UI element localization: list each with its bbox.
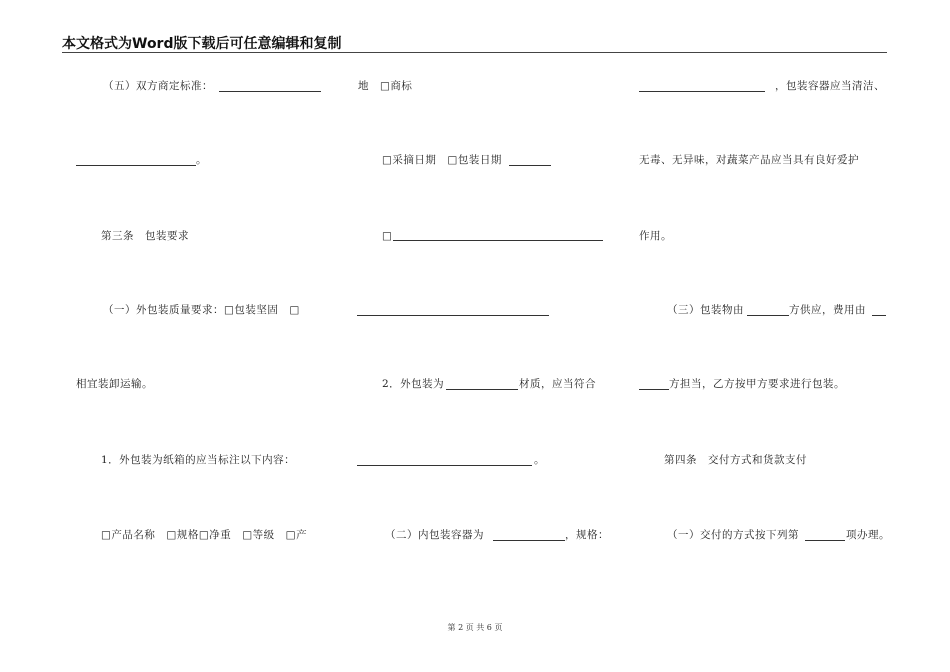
blank-line (509, 165, 551, 166)
col3-line5: 方担当，乙方按甲方要求进行包装。 (669, 378, 845, 390)
blank-line (219, 91, 321, 92)
col2-line1: 地 □商标 (358, 80, 413, 92)
col1-line4: （一）外包装质量要求：□包装坚固 □ (103, 304, 300, 316)
header-rule (62, 52, 887, 53)
col3-line2: 无毒、无异味，对蔬菜产品应当具有良好爱护 (639, 154, 859, 166)
col1-line7: □产品名称 □规格□净重 □等级 □产 (101, 529, 308, 541)
page-header-title: 本文格式为Word版下载后可任意编辑和复制 (62, 36, 342, 52)
col3-line7a: （一）交付的方式按下列第 (667, 529, 799, 541)
col1-line2: 。 (196, 154, 207, 166)
col2-line7a: （二）内包装容器为 (385, 529, 484, 541)
blank-line (357, 465, 532, 466)
col2-line3: □ (382, 230, 393, 242)
col1-line5: 相宜装卸运输。 (76, 378, 153, 390)
col2-line5a: 2．外包装为 (382, 378, 445, 390)
blank-line (747, 315, 789, 316)
col2-line7b: ，规格： (565, 529, 609, 541)
col3-line3: 作用。 (639, 230, 672, 242)
blank-line (872, 315, 886, 316)
blank-line (639, 91, 765, 92)
blank-line (446, 389, 518, 390)
blank-line (357, 315, 549, 316)
page-number: 第 2 页 共 6 页 (447, 623, 503, 632)
blank-line (639, 389, 669, 390)
col2-line6: 。 (534, 454, 545, 466)
col1-line6: 1．外包装为纸箱的应当标注以下内容： (101, 454, 296, 466)
col1-line3: 第三条 包装要求 (101, 230, 189, 242)
col3-line6: 第四条 交付方式和货款支付 (664, 454, 807, 466)
col3-line7b: 项办理。 (846, 529, 890, 541)
col2-line5b: 材质，应当符合 (519, 378, 596, 390)
col2-line2: □采摘日期 □包装日期 (382, 154, 502, 166)
col3-line1: ，包装容器应当清洁、 (775, 80, 885, 92)
col3-line4b: 方供应，费用由 (789, 304, 866, 316)
col3-line4a: （三）包装物由 (667, 304, 744, 316)
blank-line (76, 165, 196, 166)
blank-line (805, 540, 845, 541)
blank-line (393, 240, 603, 241)
blank-line (493, 540, 565, 541)
col1-line1: （五）双方商定标准： (103, 80, 213, 92)
